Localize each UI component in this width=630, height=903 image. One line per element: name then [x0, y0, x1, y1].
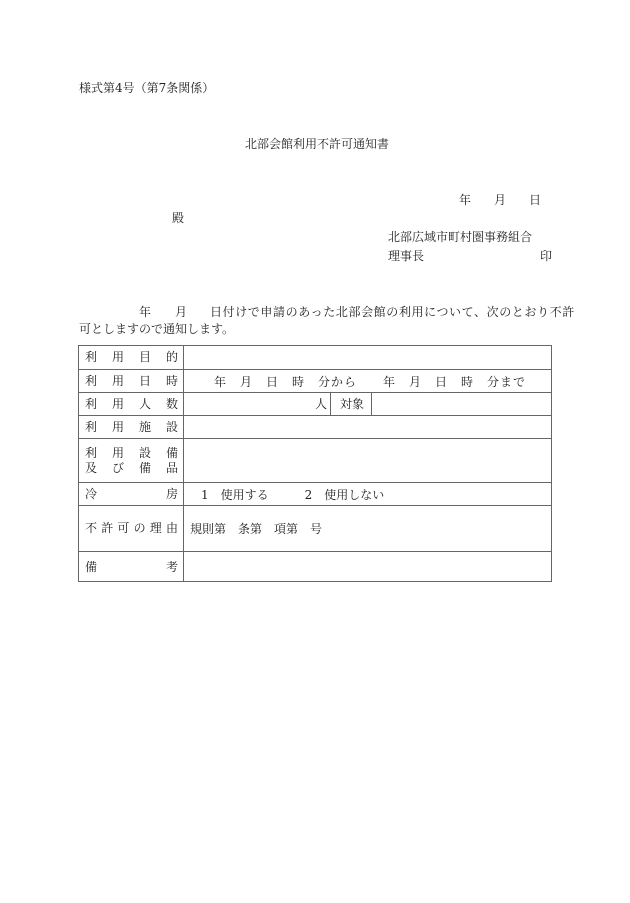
- sender-position: 理事長: [388, 249, 425, 263]
- label-char: 房: [165, 486, 178, 501]
- label-char: 用: [111, 373, 124, 388]
- date-year: 年: [459, 193, 472, 207]
- details-table: [78, 345, 552, 582]
- persons-unit: 人: [315, 397, 328, 411]
- purpose-value[interactable]: [184, 346, 551, 369]
- sender-organization: 北部広域市町村圏事務組合: [388, 230, 533, 244]
- label-char: 利: [85, 373, 98, 388]
- label-char: の: [133, 521, 146, 535]
- form-number: 様式第4号（第7条関係）: [79, 81, 215, 95]
- label-char: 用: [111, 445, 124, 460]
- label-char: 数: [165, 396, 178, 411]
- label-char: 可: [117, 521, 130, 535]
- row-label: [79, 483, 184, 505]
- row-label: [79, 506, 184, 551]
- label-char: 施: [138, 419, 151, 434]
- label-char: 理: [149, 521, 162, 535]
- label-char: 用: [111, 350, 124, 364]
- date-day: 日: [529, 193, 542, 207]
- label-char: 備: [138, 460, 151, 475]
- label-char: 利: [85, 396, 98, 411]
- table-row-equipment: [79, 438, 551, 482]
- row-label: [79, 439, 184, 482]
- table-row-cooling: [79, 482, 551, 505]
- label-char: 考: [165, 559, 178, 574]
- label-char: 冷: [85, 486, 98, 501]
- divider: [371, 393, 372, 415]
- divider: [330, 393, 331, 415]
- table-row-purpose: [79, 346, 551, 369]
- reason-value[interactable]: 規則第 条第 項第 号: [190, 522, 323, 536]
- body-month: 月: [175, 305, 188, 319]
- table-row-persons: [79, 392, 551, 415]
- date-month: 月: [494, 193, 507, 207]
- row-label: [79, 346, 184, 369]
- label-char: 人: [138, 396, 151, 411]
- label-char: 品: [165, 460, 178, 475]
- label-char: 不: [85, 521, 98, 535]
- label-char: 利: [85, 445, 98, 460]
- label-char: 目: [138, 350, 151, 364]
- label-char: 日: [138, 373, 151, 388]
- datetime-value[interactable]: 年 月 日 時 分から 年 月 日 時 分まで: [214, 374, 527, 389]
- body-line2: 可としますので通知します。: [79, 322, 235, 336]
- label-char: 設: [138, 445, 151, 460]
- label-char: び: [111, 460, 124, 475]
- row-label: [79, 552, 184, 582]
- persons-value[interactable]: [184, 393, 551, 415]
- table-row-reason: [79, 505, 551, 551]
- cooling-value[interactable]: 1 使用する 2 使用しない: [201, 487, 385, 502]
- label-char: 設: [165, 419, 178, 434]
- row-label: [79, 370, 184, 392]
- label-char: 時: [165, 373, 178, 388]
- addressee-honorific: 殿: [172, 211, 185, 225]
- seal-mark: 印: [540, 249, 553, 263]
- equipment-value[interactable]: [184, 439, 551, 482]
- body-year: 年: [139, 305, 152, 319]
- label-char: 利: [85, 419, 98, 434]
- remarks-value[interactable]: [184, 552, 551, 582]
- body-line1: 日付けで申請のあった北部会館の利用について、次のとおり不許: [210, 305, 575, 319]
- label-char: 由: [165, 521, 178, 535]
- label-char: 用: [111, 419, 124, 434]
- row-label: [79, 393, 184, 415]
- row-label: [79, 416, 184, 438]
- table-row-datetime: [79, 369, 551, 392]
- facility-value[interactable]: [184, 416, 551, 438]
- label-char: 許: [101, 521, 114, 535]
- label-char: 備: [85, 559, 98, 574]
- label-char: 備: [165, 445, 178, 460]
- label-char: 及: [85, 460, 98, 475]
- document-title: 北部会館利用不許可通知書: [245, 137, 390, 151]
- table-row-facility: [79, 415, 551, 438]
- label-char: 用: [111, 396, 124, 411]
- target-label: 対象: [340, 397, 365, 411]
- label-char: 利: [85, 350, 98, 364]
- table-row-remarks: [79, 551, 551, 582]
- label-char: 的: [165, 350, 178, 364]
